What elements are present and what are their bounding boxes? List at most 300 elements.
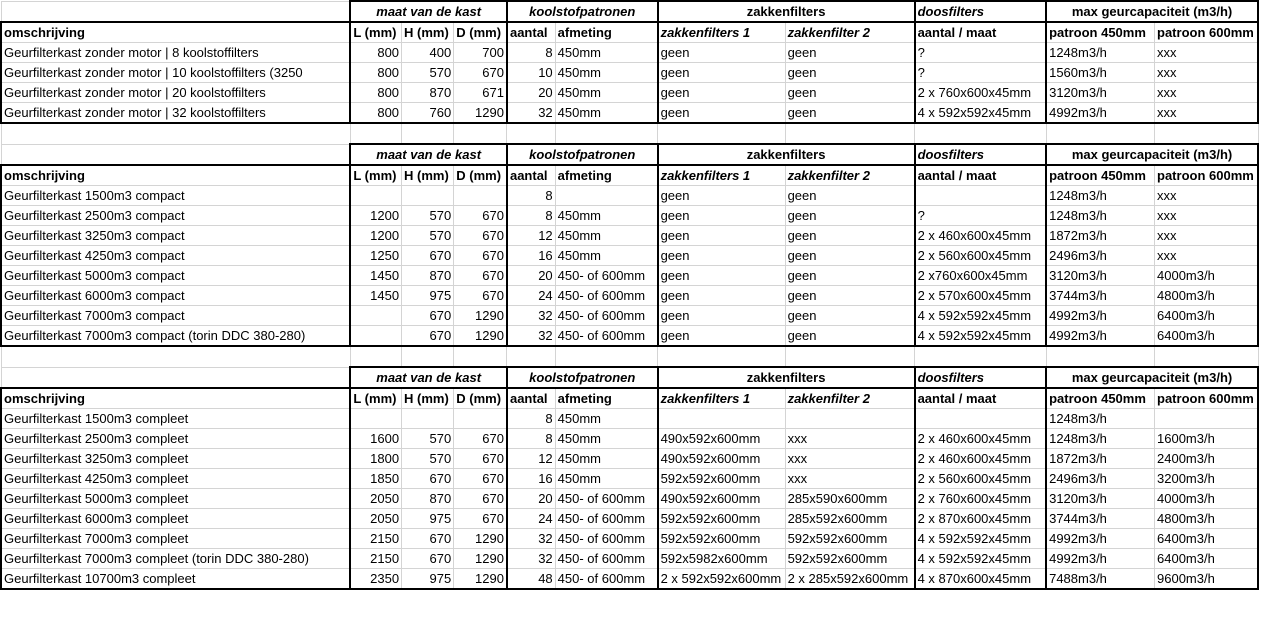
group-zakken: zakkenfilters [658,144,915,165]
column-header-zak1: zakkenfilters 1 [658,165,786,186]
cell-doos[interactable] [915,409,1047,429]
cell-omschrijving[interactable]: Geurfilterkast 3250m3 compact [1,226,350,246]
cell-H[interactable] [402,409,454,429]
cell-p600[interactable]: 4800m3/h [1155,509,1258,529]
cell-D[interactable] [454,186,507,206]
table-row [1,469,1258,489]
cell-omschrijving[interactable]: Geurfilterkast 6000m3 compleet [1,509,350,529]
cell-H[interactable]: 570 [402,429,454,449]
group-maat: maat van de kast [350,144,507,165]
empty-cell [350,346,401,367]
cell-aantal[interactable]: 20 [507,489,555,509]
table-row [1,63,1258,83]
group-maat: maat van de kast [350,1,507,22]
cell-zak2[interactable]: geen [785,246,915,266]
cell-doos[interactable]: 4 x 592x592x45mm [915,326,1047,347]
cell-zak2[interactable]: geen [785,206,915,226]
cell-D[interactable]: 670 [454,63,507,83]
cell-zak2[interactable]: geen [785,326,915,347]
cell-L[interactable]: 1250 [350,246,401,266]
cell-omschrijving[interactable]: Geurfilterkast zonder motor | 10 koolstoffilters (3250 [1,63,350,83]
cell-D[interactable]: 670 [454,286,507,306]
table-row [1,429,1258,449]
cell-p600[interactable]: 6400m3/h [1155,529,1258,549]
cell-zak1[interactable]: geen [658,306,786,326]
cell-p450[interactable]: 1248m3/h [1046,43,1154,63]
cell-aantal[interactable]: 8 [507,409,555,429]
cell-H[interactable]: 670 [402,549,454,569]
cell-zak1[interactable]: 490x592x600mm [658,429,786,449]
cell-aantal[interactable]: 32 [507,529,555,549]
column-header-doos: aantal / maat [915,22,1047,43]
cell-p450[interactable]: 1248m3/h [1046,409,1154,429]
cell-zak1[interactable]: geen [658,326,786,347]
cell-H[interactable]: 670 [402,529,454,549]
cell-zak2[interactable]: 2 x 285x592x600mm [785,569,915,590]
cell-omschrijving[interactable]: Geurfilterkast 4250m3 compact [1,246,350,266]
cell-afmeting[interactable]: 450- of 600mm [555,326,657,347]
cell-p600[interactable]: 4000m3/h [1155,489,1258,509]
cell-afmeting[interactable]: 450mm [555,206,657,226]
cell-omschrijving[interactable]: Geurfilterkast 7000m3 compleet (torin DDC 380-280) [1,549,350,569]
group-header-row [1,144,1258,165]
cell-zak1[interactable]: geen [658,246,786,266]
cell-L[interactable]: 2350 [350,569,401,590]
table-row [1,509,1258,529]
spacer-row [1,346,1258,367]
empty-cell [507,346,555,367]
cell-doos[interactable]: ? [915,43,1047,63]
cell-L[interactable]: 800 [350,63,401,83]
cell-zak1[interactable]: 592x592x600mm [658,509,786,529]
empty-cell [1155,123,1258,144]
cell-zak2[interactable]: 285x590x600mm [785,489,915,509]
cell-afmeting[interactable]: 450- of 600mm [555,529,657,549]
cell-zak2[interactable]: geen [785,306,915,326]
cell-p600[interactable]: xxx [1155,206,1258,226]
cell-doos[interactable]: ? [915,63,1047,83]
cell-L[interactable]: 1450 [350,286,401,306]
cell-D[interactable] [454,409,507,429]
column-header-doos: aantal / maat [915,165,1047,186]
cell-zak2[interactable]: geen [785,226,915,246]
empty-cell [658,346,786,367]
cell-omschrijving[interactable]: Geurfilterkast 5000m3 compleet [1,489,350,509]
empty-cell [785,123,915,144]
cell-zak1[interactable]: geen [658,266,786,286]
cell-doos[interactable]: 2 x 870x600x45mm [915,509,1047,529]
cell-zak2[interactable]: 592x592x600mm [785,549,915,569]
cell-D[interactable]: 700 [454,43,507,63]
cell-afmeting[interactable]: 450mm [555,83,657,103]
table-row [1,489,1258,509]
column-header-omschrijving: omschrijving [1,165,350,186]
cell-L[interactable]: 1800 [350,449,401,469]
cell-doos[interactable]: 2 x 460x600x45mm [915,429,1047,449]
cell-D[interactable]: 1290 [454,549,507,569]
empty-cell [1046,123,1154,144]
cell-zak2[interactable]: xxx [785,429,915,449]
cell-zak1[interactable] [658,409,786,429]
cell-afmeting[interactable]: 450mm [555,226,657,246]
cell-p600[interactable]: xxx [1155,63,1258,83]
empty-cell [1,123,350,144]
cell-p600[interactable]: 4000m3/h [1155,266,1258,286]
cell-p450[interactable]: 1248m3/h [1046,186,1154,206]
cell-L[interactable]: 2150 [350,549,401,569]
cell-p450[interactable]: 3744m3/h [1046,509,1154,529]
table-row [1,266,1258,286]
cell-D[interactable]: 670 [454,509,507,529]
spacer-row [1,123,1258,144]
cell-p600[interactable]: 6400m3/h [1155,326,1258,347]
cell-doos[interactable]: 4 x 592x592x45mm [915,529,1047,549]
cell-afmeting[interactable] [555,186,657,206]
cell-zak2[interactable]: geen [785,43,915,63]
cell-L[interactable] [350,409,401,429]
cell-aantal[interactable]: 16 [507,469,555,489]
column-header-H: H (mm) [402,165,454,186]
cell-zak1[interactable]: 592x5982x600mm [658,549,786,569]
cell-zak1[interactable]: geen [658,186,786,206]
cell-zak1[interactable]: 490x592x600mm [658,449,786,469]
cell-L[interactable]: 2050 [350,489,401,509]
cell-aantal[interactable]: 24 [507,286,555,306]
cell-zak2[interactable]: geen [785,103,915,124]
cell-D[interactable]: 670 [454,489,507,509]
cell-zak2[interactable]: geen [785,286,915,306]
cell-omschrijving[interactable]: Geurfilterkast 7000m3 compleet [1,529,350,549]
cell-zak2[interactable]: xxx [785,469,915,489]
cell-D[interactable]: 1290 [454,306,507,326]
empty-cell [658,123,786,144]
cell-afmeting[interactable]: 450mm [555,246,657,266]
cell-p450[interactable]: 1560m3/h [1046,63,1154,83]
cell-afmeting[interactable]: 450mm [555,43,657,63]
cell-zak1[interactable]: 2 x 592x592x600mm [658,569,786,590]
cell-aantal[interactable]: 20 [507,83,555,103]
column-header-omschrijving: omschrijving [1,388,350,409]
cell-afmeting[interactable]: 450mm [555,429,657,449]
cell-H[interactable]: 670 [402,326,454,347]
empty-cell [555,123,657,144]
cell-afmeting[interactable]: 450- of 600mm [555,509,657,529]
cell-p450[interactable]: 4992m3/h [1046,549,1154,569]
cell-zak2[interactable]: 285x592x600mm [785,509,915,529]
column-header-H: H (mm) [402,388,454,409]
column-header-H: H (mm) [402,22,454,43]
empty-cell [555,346,657,367]
cell-D[interactable]: 670 [454,206,507,226]
table-row [1,306,1258,326]
group-doos: doosfilters [915,144,1047,165]
cell-aantal[interactable]: 8 [507,429,555,449]
cell-doos[interactable]: 2 x 560x600x45mm [915,469,1047,489]
cell-p450[interactable]: 2496m3/h [1046,469,1154,489]
cell-doos[interactable]: 4 x 592x592x45mm [915,549,1047,569]
cell-zak1[interactable]: geen [658,286,786,306]
cell-afmeting[interactable]: 450mm [555,409,657,429]
cell-H[interactable]: 975 [402,569,454,590]
cell-D[interactable]: 1290 [454,326,507,347]
empty-cell [915,346,1047,367]
cell-H[interactable]: 870 [402,489,454,509]
cell-p450[interactable]: 3744m3/h [1046,286,1154,306]
cell-p600[interactable]: 9600m3/h [1155,569,1258,590]
empty-cell [915,123,1047,144]
cell-zak1[interactable]: geen [658,83,786,103]
cell-zak2[interactable]: geen [785,186,915,206]
cell-p600[interactable]: 1600m3/h [1155,429,1258,449]
cell-p450[interactable]: 3120m3/h [1046,266,1154,286]
cell-p600[interactable]: xxx [1155,246,1258,266]
cell-D[interactable]: 670 [454,429,507,449]
cell-p450[interactable]: 1872m3/h [1046,449,1154,469]
cell-H[interactable]: 570 [402,206,454,226]
cell-L[interactable]: 1200 [350,206,401,226]
cell-zak2[interactable]: geen [785,266,915,286]
cell-doos[interactable]: ? [915,206,1047,226]
column-header-row [1,22,1258,43]
cell-omschrijving[interactable]: Geurfilterkast 1500m3 compleet [1,409,350,429]
cell-p600[interactable]: xxx [1155,186,1258,206]
blank-cell [1,1,350,22]
group-koolstof: koolstofpatronen [507,367,658,388]
cell-p600[interactable]: xxx [1155,43,1258,63]
cell-zak2[interactable]: geen [785,63,915,83]
empty-cell [454,346,507,367]
cell-H[interactable]: 570 [402,226,454,246]
cell-p600[interactable]: xxx [1155,103,1258,124]
table-row [1,529,1258,549]
column-header-zak1: zakkenfilters 1 [658,388,786,409]
column-header-D: D (mm) [454,22,507,43]
group-doos: doosfilters [915,367,1047,388]
cell-p600[interactable]: 2400m3/h [1155,449,1258,469]
cell-p600[interactable]: xxx [1155,83,1258,103]
cell-doos[interactable]: 2 x 460x600x45mm [915,449,1047,469]
empty-cell [402,346,454,367]
cell-L[interactable]: 2050 [350,509,401,529]
cell-omschrijving[interactable]: Geurfilterkast 4250m3 compleet [1,469,350,489]
cell-afmeting[interactable]: 450mm [555,469,657,489]
cell-p450[interactable]: 4992m3/h [1046,326,1154,347]
cell-p600[interactable]: 4800m3/h [1155,286,1258,306]
cell-zak2[interactable]: xxx [785,449,915,469]
cell-H[interactable]: 975 [402,286,454,306]
group-max: max geurcapaciteit (m3/h) [1046,367,1258,388]
group-zakken: zakkenfilters [658,1,915,22]
cell-p450[interactable]: 3120m3/h [1046,489,1154,509]
cell-zak1[interactable]: 490x592x600mm [658,489,786,509]
cell-L[interactable] [350,186,401,206]
cell-aantal[interactable]: 32 [507,306,555,326]
cell-aantal[interactable]: 48 [507,569,555,590]
cell-doos[interactable]: 2 x 760x600x45mm [915,489,1047,509]
cell-omschrijving[interactable]: Geurfilterkast zonder motor | 20 koolstoffilters [1,83,350,103]
group-max: max geurcapaciteit (m3/h) [1046,1,1258,22]
cell-D[interactable]: 671 [454,83,507,103]
cell-zak1[interactable]: geen [658,103,786,124]
cell-afmeting[interactable]: 450- of 600mm [555,549,657,569]
cell-aantal[interactable]: 8 [507,43,555,63]
cell-omschrijving[interactable]: Geurfilterkast 7000m3 compact (torin DDC 380-280) [1,326,350,347]
cell-zak1[interactable]: geen [658,226,786,246]
cell-afmeting[interactable]: 450- of 600mm [555,286,657,306]
column-header-L: L (mm) [350,22,401,43]
cell-zak1[interactable]: geen [658,206,786,226]
column-header-afmeting: afmeting [555,388,657,409]
cell-omschrijving[interactable]: Geurfilterkast zonder motor | 32 koolstoffilters [1,103,350,124]
cell-afmeting[interactable]: 450- of 600mm [555,569,657,590]
cell-doos[interactable]: 4 x 592x592x45mm [915,306,1047,326]
cell-omschrijving[interactable]: Geurfilterkast zonder motor | 8 koolstoffilters [1,43,350,63]
cell-L[interactable]: 1850 [350,469,401,489]
blank-cell [1,144,350,165]
column-header-omschrijving: omschrijving [1,22,350,43]
cell-H[interactable]: 570 [402,449,454,469]
cell-H[interactable]: 870 [402,83,454,103]
cell-D[interactable]: 1290 [454,529,507,549]
cell-doos[interactable]: 2 x 560x600x45mm [915,246,1047,266]
cell-L[interactable]: 800 [350,43,401,63]
cell-D[interactable]: 670 [454,266,507,286]
cell-aantal[interactable]: 12 [507,226,555,246]
column-header-doos: aantal / maat [915,388,1047,409]
cell-zak1[interactable]: geen [658,63,786,83]
empty-cell [1155,346,1258,367]
cell-H[interactable]: 400 [402,43,454,63]
cell-p600[interactable]: xxx [1155,226,1258,246]
column-header-zak1: zakkenfilters 1 [658,22,786,43]
cell-D[interactable]: 670 [454,246,507,266]
cell-p450[interactable]: 2496m3/h [1046,246,1154,266]
cell-H[interactable]: 670 [402,246,454,266]
cell-H[interactable]: 670 [402,306,454,326]
cell-H[interactable]: 670 [402,469,454,489]
group-header-row [1,1,1258,22]
cell-L[interactable] [350,306,401,326]
cell-aantal[interactable]: 8 [507,186,555,206]
group-doos: doosfilters [915,1,1047,22]
cell-L[interactable] [350,326,401,347]
cell-D[interactable]: 670 [454,226,507,246]
cell-omschrijving[interactable]: Geurfilterkast 1500m3 compact [1,186,350,206]
cell-p600[interactable]: 6400m3/h [1155,306,1258,326]
cell-omschrijving[interactable]: Geurfilterkast 3250m3 compleet [1,449,350,469]
cell-H[interactable]: 760 [402,103,454,124]
cell-p450[interactable]: 3120m3/h [1046,83,1154,103]
cell-p450[interactable]: 4992m3/h [1046,529,1154,549]
cell-H[interactable]: 570 [402,63,454,83]
cell-doos[interactable]: 4 x 870x600x45mm [915,569,1047,590]
cell-afmeting[interactable]: 450- of 600mm [555,266,657,286]
cell-D[interactable]: 1290 [454,569,507,590]
cell-zak2[interactable] [785,409,915,429]
table-row [1,449,1258,469]
cell-L[interactable]: 800 [350,83,401,103]
cell-L[interactable]: 1200 [350,226,401,246]
column-header-D: D (mm) [454,165,507,186]
cell-p600[interactable] [1155,409,1258,429]
cell-L[interactable]: 2150 [350,529,401,549]
column-header-L: L (mm) [350,388,401,409]
table-row [1,226,1258,246]
cell-p450[interactable]: 4992m3/h [1046,306,1154,326]
cell-D[interactable]: 670 [454,469,507,489]
column-header-row [1,388,1258,409]
cell-H[interactable]: 870 [402,266,454,286]
cell-aantal[interactable]: 16 [507,246,555,266]
cell-p450[interactable]: 1248m3/h [1046,206,1154,226]
cell-doos[interactable]: 2 x 570x600x45mm [915,286,1047,306]
column-header-p450: patroon 450mm [1046,388,1154,409]
cell-aantal[interactable]: 32 [507,103,555,124]
cell-aantal[interactable]: 32 [507,549,555,569]
cell-p450[interactable]: 7488m3/h [1046,569,1154,590]
cell-omschrijving[interactable]: Geurfilterkast 2500m3 compact [1,206,350,226]
cell-afmeting[interactable]: 450- of 600mm [555,489,657,509]
cell-omschrijving[interactable]: Geurfilterkast 5000m3 compact [1,266,350,286]
cell-p450[interactable]: 1872m3/h [1046,226,1154,246]
column-header-aantal: aantal [507,388,555,409]
cell-afmeting[interactable]: 450mm [555,103,657,124]
cell-omschrijving[interactable]: Geurfilterkast 7000m3 compact [1,306,350,326]
cell-p600[interactable]: 6400m3/h [1155,549,1258,569]
cell-zak1[interactable]: geen [658,43,786,63]
cell-aantal[interactable]: 12 [507,449,555,469]
cell-doos[interactable]: 2 x 460x600x45mm [915,226,1047,246]
cell-doos[interactable]: 2 x760x600x45mm [915,266,1047,286]
cell-doos[interactable]: 2 x 760x600x45mm [915,83,1047,103]
cell-afmeting[interactable]: 450- of 600mm [555,306,657,326]
cell-p450[interactable]: 1248m3/h [1046,429,1154,449]
column-header-L: L (mm) [350,165,401,186]
cell-D[interactable]: 1290 [454,103,507,124]
cell-omschrijving[interactable]: Geurfilterkast 10700m3 compleet [1,569,350,590]
cell-L[interactable]: 1450 [350,266,401,286]
cell-doos[interactable] [915,186,1047,206]
cell-aantal[interactable]: 20 [507,266,555,286]
cell-aantal[interactable]: 10 [507,63,555,83]
column-header-p600: patroon 600mm [1155,22,1258,43]
cell-L[interactable]: 1600 [350,429,401,449]
cell-aantal[interactable]: 24 [507,509,555,529]
cell-doos[interactable]: 4 x 592x592x45mm [915,103,1047,124]
cell-H[interactable]: 975 [402,509,454,529]
cell-zak1[interactable]: 592x592x600mm [658,469,786,489]
cell-omschrijving[interactable]: Geurfilterkast 2500m3 compleet [1,429,350,449]
empty-cell [350,123,401,144]
cell-afmeting[interactable]: 450mm [555,449,657,469]
table-row [1,326,1258,347]
cell-p600[interactable]: 3200m3/h [1155,469,1258,489]
cell-zak1[interactable]: 592x592x600mm [658,529,786,549]
cell-D[interactable]: 670 [454,449,507,469]
cell-zak2[interactable]: geen [785,83,915,103]
cell-H[interactable] [402,186,454,206]
cell-omschrijving[interactable]: Geurfilterkast 6000m3 compact [1,286,350,306]
cell-aantal[interactable]: 8 [507,206,555,226]
cell-L[interactable]: 800 [350,103,401,124]
cell-aantal[interactable]: 32 [507,326,555,347]
cell-zak2[interactable]: 592x592x600mm [785,529,915,549]
cell-p450[interactable]: 4992m3/h [1046,103,1154,124]
empty-cell [507,123,555,144]
column-header-aantal: aantal [507,165,555,186]
cell-afmeting[interactable]: 450mm [555,63,657,83]
column-header-p600: patroon 600mm [1155,388,1258,409]
